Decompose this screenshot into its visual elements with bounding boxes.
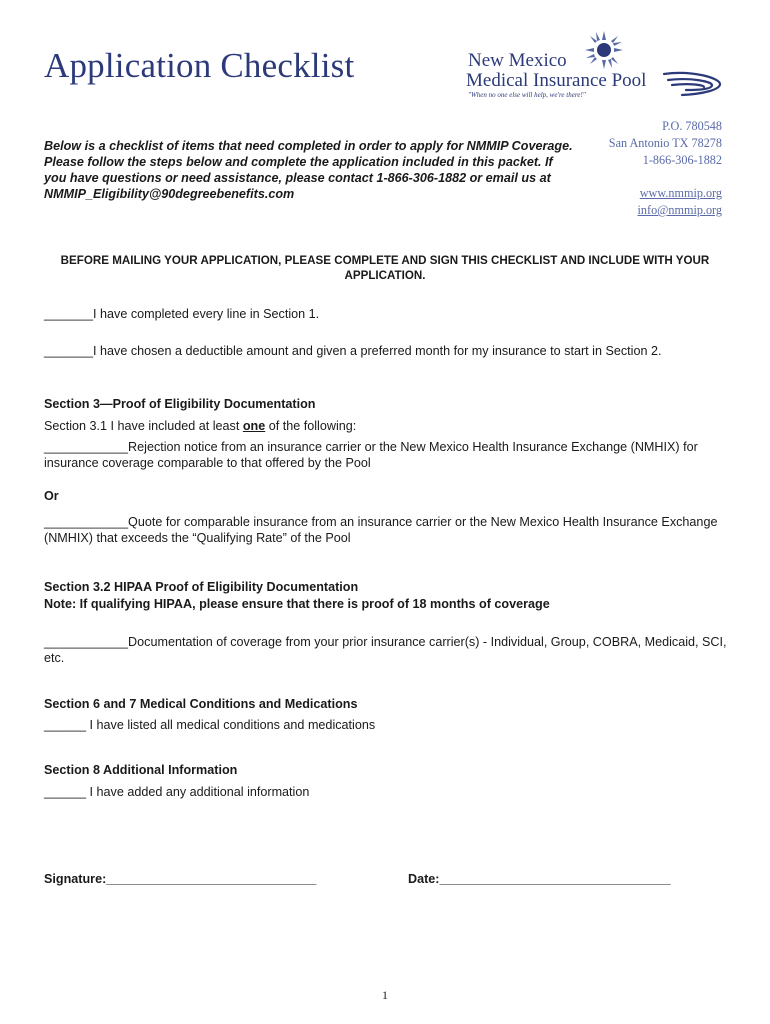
- section3-heading: Section 3—Proof of Eligibility Documentation: [44, 397, 316, 411]
- po-box: P.O. 780548: [662, 119, 722, 133]
- page-number: 1: [382, 988, 388, 1002]
- section31-suffix: of the following:: [265, 419, 357, 433]
- section32-note: Note: If qualifying HIPAA, please ensure that there is proof of 18 months of coverage: [44, 597, 550, 611]
- section32-heading: Section 3.2 HIPAA Proof of Eligibility Documentation: [44, 580, 359, 594]
- checklist-item-additional: ______ I have added any additional information: [44, 785, 310, 799]
- date-field[interactable]: Date:_________________________________: [408, 872, 671, 886]
- checklist-item-rejection: ____________Rejection notice from an insurance carrier or the New Mexico Health Insurance Exchange (NMHIX) for insurance coverage comparable to that offered by the Pool: [44, 440, 698, 470]
- section31-emphasis: one: [242, 419, 266, 433]
- logo-name-line1: New Mexico: [468, 50, 567, 71]
- page-title: Application Checklist: [44, 46, 355, 85]
- intro-text: Below is a checklist of items that need completed in order to apply for NMMIP Coverage. Please follow the steps below and complete the application included in this packet. If you have questions or need assistance, please contact 1-866-306-1882 or email us at NMMIP_Eligibility@90degreebenefits.com: [44, 139, 573, 201]
- checklist-item-documentation: ____________Documentation of coverage from your prior insurance carrier(s) - Individual, Group, COBRA, Medicaid, SCI, etc.: [44, 635, 727, 665]
- logo-tagline: "When no one else will help, we're there!": [468, 91, 586, 99]
- contact-block: [572, 118, 722, 219]
- section31-prefix: Section 3.1 I have included at least: [44, 419, 243, 433]
- section31-subheading: [44, 418, 734, 434]
- signature-field[interactable]: Signature:______________________________: [44, 872, 317, 886]
- checklist-item-conditions: ______ I have listed all medical conditions and medications: [44, 718, 376, 732]
- website-link[interactable]: www.nmmip.org: [639, 186, 722, 200]
- nmmip-logo: [466, 30, 724, 100]
- phone-number: 1-866-306-1882: [642, 153, 722, 167]
- spacer: [572, 169, 722, 185]
- city-address: San Antonio TX 78278: [608, 136, 722, 150]
- section67-heading: Section 6 and 7 Medical Conditions and Medications: [44, 697, 358, 711]
- before-mailing-notice: BEFORE MAILING YOUR APPLICATION, PLEASE COMPLETE AND SIGN THIS CHECKLIST AND INCLUDE WITH YOUR APPLICATION.: [60, 254, 710, 282]
- logo-name-line2: Medical Insurance Pool: [466, 70, 647, 91]
- email-link[interactable]: info@nmmip.org: [637, 203, 722, 217]
- sun-icon: [584, 30, 624, 70]
- or-separator: Or: [44, 489, 59, 503]
- checklist-item-quote: ____________Quote for comparable insurance from an insurance carrier or the New Mexico Health Insurance Exchange (NMHIX) that exceeds the “Qualifying Rate” of the Pool: [44, 515, 718, 545]
- swoosh-icon: [662, 68, 724, 100]
- section8-heading: Section 8 Additional Information: [44, 763, 238, 777]
- checklist-item-section1: _______I have completed every line in Section 1.: [44, 307, 320, 321]
- checklist-item-section2: _______I have chosen a deductible amount and given a preferred month for my insurance to start in Section 2.: [44, 344, 662, 358]
